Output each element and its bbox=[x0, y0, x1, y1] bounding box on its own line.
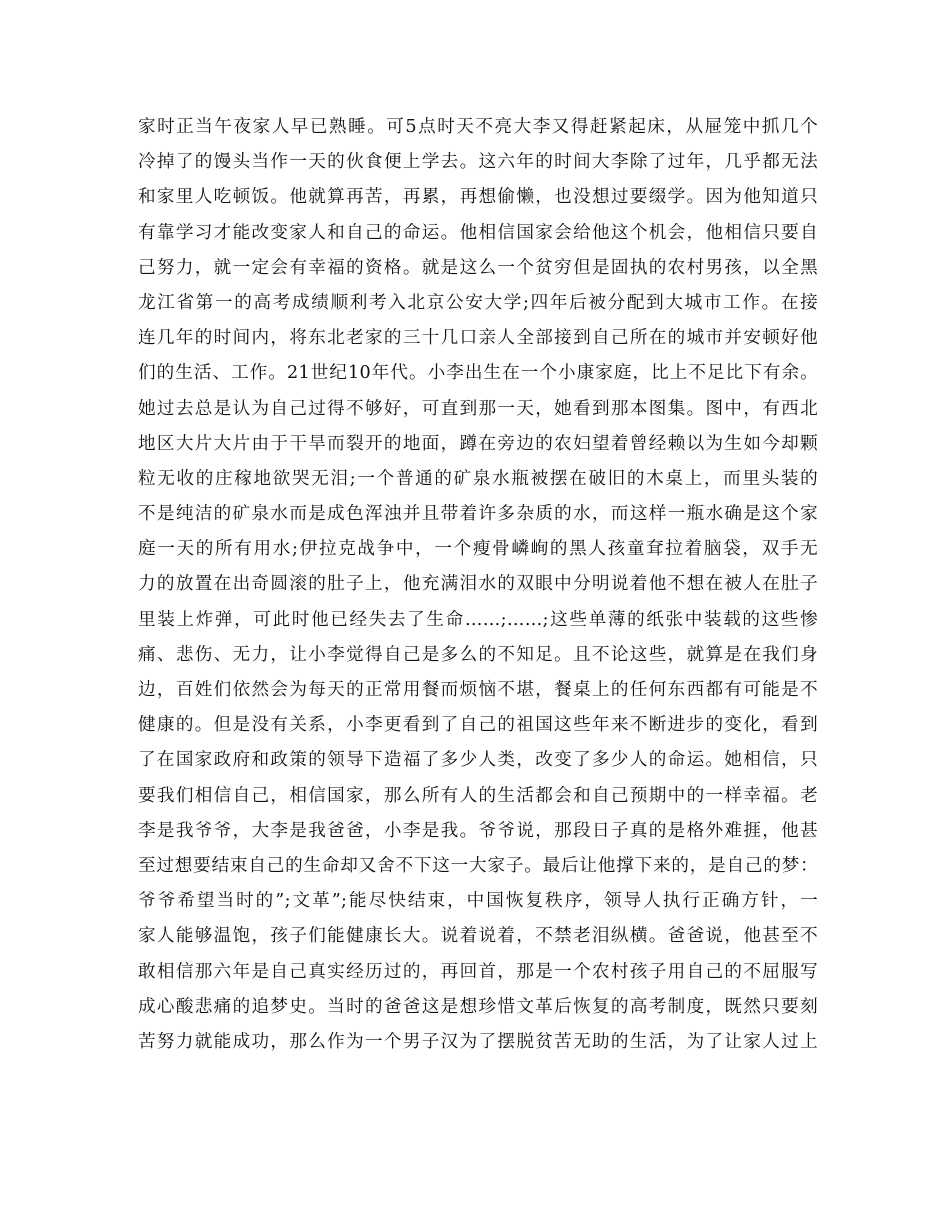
text-line: 爷爷希望当时的”;文革”;能尽快结束，中国恢复秩序，领导人执行正确方针，一 bbox=[138, 891, 818, 912]
text-line: 龙江省第一的高考成绩顺利考入北京公安大学;四年后被分配到大城市工作。在接 bbox=[138, 292, 818, 313]
text-line: 里装上炸弹，可此时他已经失去了生命……;……;这些单薄的纸张中装载的这些惨 bbox=[138, 609, 818, 630]
text-line: 力的放置在出奇圆滚的肚子上，他充满泪水的双眼中分明说着他不想在被人在肚子 bbox=[138, 574, 818, 595]
text-line: 边，百姓们依然会为每天的正常用餐而烦恼不堪，餐桌上的任何东西都有可能是不 bbox=[138, 680, 818, 700]
text-line: 家时正当午夜家人早已熟睡。可5点时天不亮大李又得赶紧起床，从屉笼中抓几个 bbox=[138, 117, 818, 137]
text-line: 了在国家政府和政策的领导下造福了多少人类，改变了多少人的命运。她相信，只 bbox=[138, 750, 818, 771]
text-line: 李是我爷爷，大李是我爸爸，小李是我。爷爷说，那段日子真的是格外难捱，他甚 bbox=[138, 820, 818, 841]
text-line: 连几年的时间内，将东北老家的三十几口亲人全部接到自己所在的城市并安顿好他 bbox=[138, 328, 818, 349]
text-line: 和家里人吃顿饭。他就算再苦，再累，再想偷懒，也没想过要缀学。因为他知道只 bbox=[138, 187, 818, 208]
text-line: 们的生活、工作。21世纪10年代。小李出生在一个小康家庭，比上不足比下有余。 bbox=[138, 363, 818, 384]
text-line: 有靠学习才能改变家人和自己的命运。他相信国家会给他这个机会，他相信只要自 bbox=[138, 222, 818, 243]
text-line: 粒无收的庄稼地欲哭无泪;一个普通的矿泉水瓶被摆在破旧的木桌上，而里头装的 bbox=[138, 468, 818, 489]
text-line: 至过想要结束自己的生命却又舍不下这一大家子。最后让他撑下来的，是自己的梦： bbox=[138, 855, 818, 876]
text-line: 己努力，就一定会有幸福的资格。就是这么一个贫穷但是固执的农村男孩，以全黑 bbox=[138, 257, 818, 278]
text-line: 苦努力就能成功，那么作为一个男子汉为了摆脱贫苦无助的生活，为了让家人过上 bbox=[138, 1031, 818, 1052]
text-line: 地区大片大片由于干旱而裂开的地面，蹲在旁边的农妇望着曾经赖以为生如今却颗 bbox=[138, 433, 818, 454]
text-line: 健康的。但是没有关系，小李更看到了自己的祖国这些年来不断进步的变化，看到 bbox=[138, 715, 818, 736]
text-line: 要我们相信自己，相信国家，那么所有人的生活都会和自己预期中的一样幸福。老 bbox=[138, 785, 818, 806]
text-line: 成心酸悲痛的追梦史。当时的爸爸这是想珍惜文革后恢复的高考制度，既然只要刻 bbox=[138, 996, 818, 1017]
text-line: 家人能够温饱，孩子们能健康长大。说着说着，不禁老泪纵横。爸爸说，他甚至不 bbox=[138, 926, 818, 947]
text-line: 痛、悲伤、无力，让小李觉得自己是多么的不知足。且不论这些，就算是在我们身 bbox=[138, 644, 818, 665]
text-line: 冷掉了的馒头当作一天的伙食便上学去。这六年的时间大李除了过年，几乎都无法 bbox=[138, 152, 818, 173]
text-line: 她过去总是认为自己过得不够好，可直到那一天，她看到那本图集。图中，有西北 bbox=[138, 398, 818, 419]
body-text bbox=[138, 110, 818, 1060]
text-line: 敢相信那六年是自己真实经历过的，再回首，那是一个农村孩子用自己的不屈服写 bbox=[138, 961, 818, 982]
text-line: 庭一天的所有用水;伊拉克战争中，一个瘦骨嶙峋的黑人孩童耷拉着脑袋，双手无 bbox=[138, 539, 818, 560]
text-line: 不是纯洁的矿泉水而是成色浑浊并且带着许多杂质的水，而这样一瓶水确是这个家 bbox=[138, 504, 818, 525]
